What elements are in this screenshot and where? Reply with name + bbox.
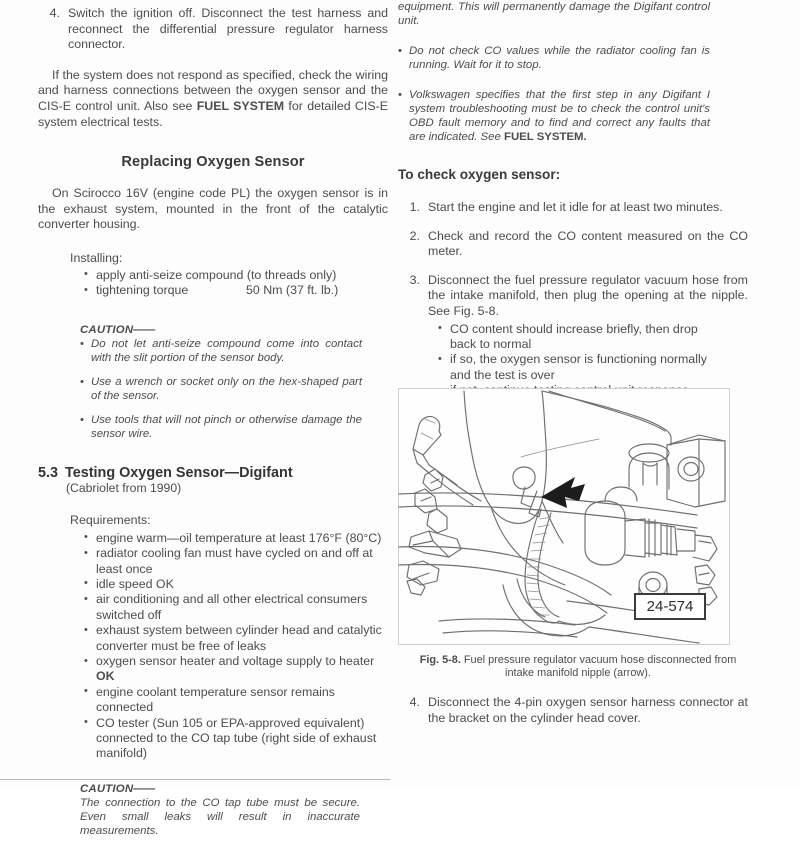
- section-number: 5.3: [38, 464, 59, 481]
- fuel-system-reference-period: .: [583, 131, 587, 143]
- right-step-4-number: 4.: [409, 695, 420, 709]
- right-step-1: [398, 200, 748, 216]
- caution-1-title: CAUTION——: [80, 323, 155, 336]
- fuel-system-reference-left: FUEL SYSTEM: [196, 98, 285, 113]
- left-step-4: [38, 6, 388, 53]
- caution-2-dash: —: [133, 782, 144, 795]
- caution-1-item: • Use tools that will not pinch or otherwise damage the sensor wire.: [80, 413, 362, 441]
- figure-id-tag: 24-574: [646, 598, 694, 615]
- requirement-heater-ok: OK: [96, 669, 115, 684]
- requirements-list: [84, 531, 388, 762]
- right-step-1-text: Start the engine and let it idle for at least two minutes.: [428, 200, 723, 214]
- caution-continued-text: equipment. This will permanently damage the Digifant control unit.: [398, 1, 710, 27]
- left-paragraph-wiring: [38, 68, 388, 130]
- requirement-item: • idle speed OK: [84, 577, 388, 592]
- figure-5-8-image: [398, 388, 730, 645]
- right-step-3: [398, 273, 748, 320]
- figure-caption-text: Fuel pressure regulator vacuum hose disconnected from intake manifold nipple (arrow).: [460, 654, 737, 679]
- requirement-item: • engine warm—oil temperature at least 176°F (80°C): [84, 531, 388, 546]
- installing-item: • apply anti-seize compound (to threads only): [84, 268, 388, 283]
- torque-item: [84, 283, 388, 298]
- requirement-item: • air conditioning and all other electrical consumers switched off: [84, 592, 388, 623]
- requirement-item: • engine coolant temperature sensor remains connected: [84, 685, 388, 716]
- caution-block-1: [80, 323, 362, 441]
- right-step-2-text: Check and record the CO content measured on the CO meter.: [428, 228, 748, 259]
- right-step-3-text: Disconnect the fuel pressure regulator vacuum hose from the intake manifold, then plug the opening at the nipple. See Fig. 5-8.: [428, 272, 748, 318]
- figure-caption-label: Fig. 5-8.: [419, 654, 461, 666]
- right-step-2-number: 2.: [409, 228, 420, 243]
- left-paragraph-scirocco: On Scirocco 16V (engine code PL) the oxygen sensor is in the exhaust system, mounted in the front of the catalytic converter housing.: [38, 186, 388, 232]
- step-3-bullet: • CO content should increase briefly, then drop back to normal: [438, 322, 720, 353]
- requirements-label: Requirements:: [70, 512, 151, 527]
- left-column: [38, 0, 388, 848]
- left-column-bottom-rule: [0, 779, 390, 780]
- right-column: [398, 0, 748, 399]
- requirement-item: • radiator cooling fan must have cycled on and off at least once: [84, 546, 388, 577]
- right-step-4: [398, 695, 748, 726]
- caution-1-dash: —: [133, 323, 144, 336]
- installing-label: Installing:: [70, 250, 123, 265]
- section-subtitle: (Cabriolet from 1990): [66, 480, 182, 495]
- section-heading-5-3: [38, 465, 388, 481]
- caution-2-title-text: CAUTION: [80, 782, 134, 795]
- section-title: Testing Oxygen Sensor—Digifant: [65, 464, 293, 481]
- caution-1-title-text: CAUTION: [80, 323, 134, 336]
- heading-replacing-oxygen-sensor: Replacing Oxygen Sensor: [121, 154, 305, 171]
- caution-1-item: • Use a wrench or socket only on the hex-shaped part of the sensor.: [80, 375, 362, 403]
- caution-continued-item: [398, 88, 710, 144]
- right-step-2: [398, 229, 748, 260]
- caution-continued-item-text: Volkswagen specifies that the first step in any Digifant I system troubleshooting must be to check the control unit's OBD fault memory and to find and correct any faults that are indicated. See: [409, 89, 710, 143]
- engine-bay-line-drawing: [399, 389, 729, 644]
- caution-2-title: CAUTION——: [80, 782, 155, 795]
- requirement-item: • CO tester (Sun 105 or EPA-approved equivalent) connected to the CO tap tube (right side of exhaust manifold): [84, 716, 388, 762]
- caution-continued-block: [398, 0, 710, 144]
- left-paragraph-wiring-part1: If the system does not respond as specified, check the wiring and harness connections between the oxygen sensor and the CIS-E control unit. Also see: [38, 67, 388, 113]
- left-paragraph-wiring-part2: for detailed CIS-E system electrical tests.: [38, 98, 388, 129]
- heading-to-check-oxygen-sensor: To check oxygen sensor:: [398, 167, 561, 182]
- caution-continued-item: • Do not check CO values while the radiator cooling fan is running. Wait for it to stop.: [398, 44, 710, 72]
- torque-value: 50 Nm (37 ft. lb.): [246, 283, 339, 298]
- requirement-item: • exhaust system between cylinder head and catalytic converter must be free of leaks: [84, 623, 388, 654]
- left-step-4-number: 4.: [49, 6, 60, 20]
- step-3-bullet: • if so, the oxygen sensor is functioning normally and the test is over: [438, 352, 720, 383]
- right-step-3-number: 3.: [409, 272, 420, 287]
- left-step-4-text: Switch the ignition off. Disconnect the test harness and reconnect the differential pressure regulator harness connector.: [68, 6, 388, 52]
- caution-block-2: [80, 782, 360, 838]
- torque-label: • tightening torque: [96, 283, 189, 298]
- right-step-4-container: [398, 695, 748, 726]
- right-step-4-text: Disconnect the 4-pin oxygen sensor harness connector at the bracket on the cylinder head cover.: [428, 695, 748, 725]
- requirement-item-heater: [84, 654, 388, 685]
- caution-2-text: The connection to the CO tap tube must be secure. Even small leaks will result in inaccurate measurements.: [80, 796, 360, 837]
- caution-1-item: • Do not let anti-seize compound come into contact with the slit portion of the sensor body.: [80, 337, 362, 365]
- right-step-1-number: 1.: [409, 200, 420, 214]
- figure-5-8-caption: [398, 654, 758, 680]
- fuel-system-reference-right: FUEL SYSTEM: [504, 131, 584, 143]
- requirement-item-heater-text: oxygen sensor heater and voltage supply to heater: [96, 654, 375, 668]
- installing-list: [84, 268, 388, 299]
